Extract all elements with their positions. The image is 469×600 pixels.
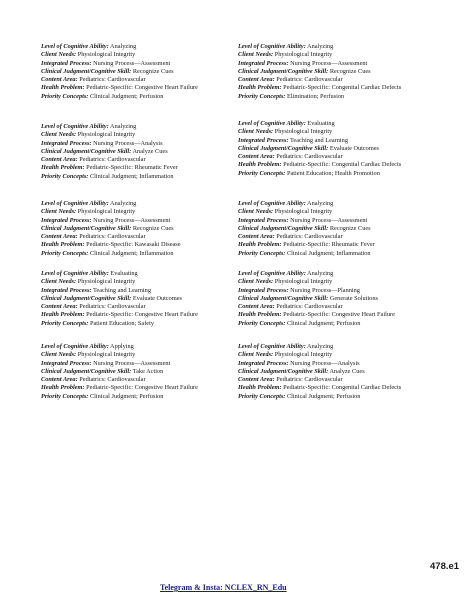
left-question-1-meta: Level of Cognitive Ability: Analyzing Client Needs: Physiological Integrity Integrated Process: Nursing Process—Assessment Clinical Judgment/Cognitive Skill: Recognize Cues Content Area: Pediatrics: Cardiovascular Health Problem: Pediatric-Specific: Congestive Heart Failure Priority Concepts: Clinical Judgment; Perfusion [41,43,198,100]
footer-link[interactable]: Telegram & Insta: NCLEX_RN_Edu [160,583,287,592]
right-question-3-meta: Level of Cognitive Ability: Analyzing Client Needs: Physiological Integrity Integrated Process: Nursing Process—Assessment Clinical Judgment/Cognitive Skill: Recognize Cues Content Area: Pediatrics: Cardiovascular Health Problem: Pediatric-Specific: Rheumatic Fever Priority Concepts: Clinical Judgment; Inflammation [238,200,375,257]
left-question-3-meta: Level of Cognitive Ability: Analyzing Client Needs: Physiological Integrity Integrated Process: Nursing Process—Assessment Clinical Judgment/Cognitive Skill: Recognize Cues Content Area: Pediatrics: Cardiovascular Health Problem: Pediatric-Specific: Kawasaki Disease Priority Concepts: Clinical Judgment; Inflammation [41,200,181,257]
right-question-4-meta: Level of Cognitive Ability: Analyzing Client Needs: Physiological Integrity Integrated Process: Nursing Process—Planning Clinical Judgment/Cognitive Skill: Generate Solutions Content Area: Pediatrics: Cardiovascular Health Problem: Pediatric-Specific: Congestive Heart Failure Priority Concepts: Clinical Judgment; Perfusion [238,270,395,327]
left-question-4-meta: Level of Cognitive Ability: Evaluating Client Needs: Physiological Integrity Integrated Process: Teaching and Learning Clinical Judgment/Cognitive Skill: Evaluate Outcomes Content Area: Pediatrics: Cardiovascular Health Problem: Pediatric-Specific: Congestive Heart Failure Priority Concepts: Patient Education; Safety [41,270,198,327]
page-number: 478.e1 [430,561,460,572]
right-question-2-meta: Level of Cognitive Ability: Evaluating Client Needs: Physiological Integrity Integrated Process: Teaching and Learning Clinical Judgment/Cognitive Skill: Evaluate Outcomes Content Area: Pediatrics: Cardiovascular Health Problem: Pediatric-Specific: Congenital Cardiac Defects Priority Concepts: Patient Education; Health Promotion [238,120,402,177]
left-question-5-meta: Level of Cognitive Ability: Applying Client Needs: Physiological Integrity Integrated Process: Nursing Process—Assessment Clinical Judgment/Cognitive Skill: Take Action Content Area: Pediatrics: Cardiovascular Health Problem: Pediatric-Specific: Congestive Heart Failure Priority Concepts: Clinical Judgment; Perfusion [41,343,198,400]
right-question-1-meta: Level of Cognitive Ability: Analyzing Client Needs: Physiological Integrity Integrated Process: Nursing Process—Assessment Clinical Judgment/Cognitive Skill: Recognize Cues Content Area: Pediatrics: Cardiovascular Health Problem: Pediatric-Specific: Congenital Cardiac Defects Priority Concepts: Elimination; Perfusion [238,43,402,100]
left-question-2-meta: Level of Cognitive Ability: Analyzing Client Needs: Physiological Integrity Integrated Process: Nursing Process—Analysis Clinical Judgment/Cognitive Skill: Analyze Cues Content Area: Pediatrics: Cardiovascular Health Problem: Pediatric-Specific: Rheumatic Fever Priority Concepts: Clinical Judgment; Inflammation [41,123,178,180]
right-question-5-meta: Level of Cognitive Ability: Analyzing Client Needs: Physiological Integrity Integrated Process: Nursing Process—Analysis Clinical Judgment/Cognitive Skill: Analyze Cues Content Area: Pediatrics: Cardiovascular Health Problem: Pediatric-Specific: Congenital Cardiac Defects Priority Concepts: Clinical Judgment; Perfusion [238,343,402,400]
